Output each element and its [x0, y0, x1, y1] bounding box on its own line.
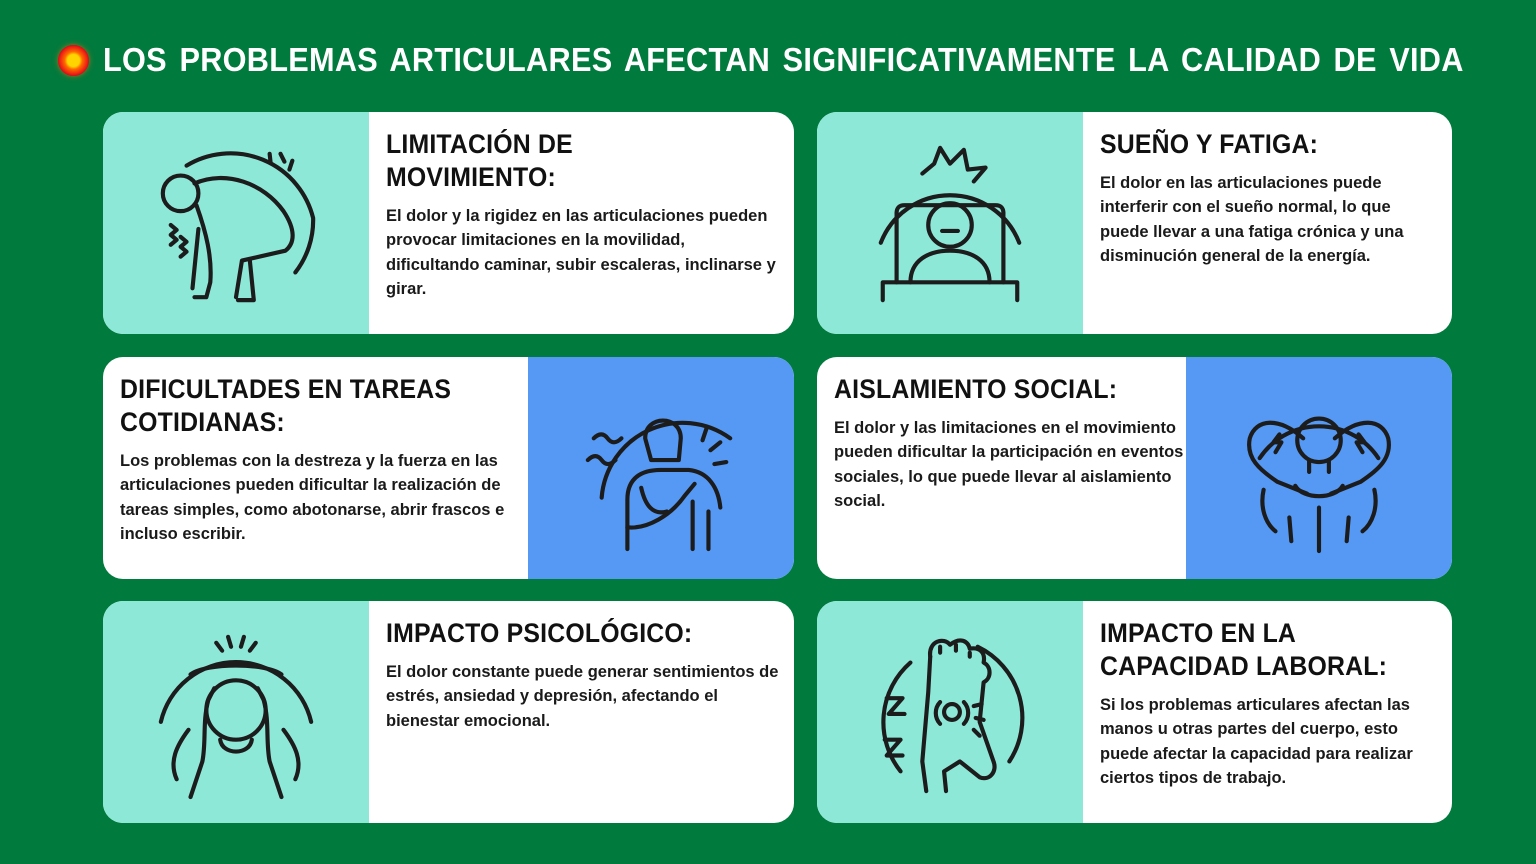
- card-text: [386, 601, 780, 823]
- card-text: [386, 112, 780, 334]
- card-heading: AISLAMIENTO SOCIAL:: [834, 374, 1118, 404]
- card-impacto-psicologico: [103, 601, 794, 823]
- card-body: El dolor y la rigidez en las articulaciones pueden provocar limitaciones en la movilidad, dificultando caminar, subir escaleras, inclinarse y girar.: [386, 207, 776, 299]
- icon-panel: [103, 601, 369, 823]
- card-text: [1100, 601, 1438, 823]
- card-body: Si los problemas articulares afectan las manos u otras partes del cuerpo, esto puede afectar la capacidad para realizar ciertos tipos de trabajo.: [1100, 696, 1413, 788]
- card-body: El dolor constante puede generar sentimientos de estrés, ansiedad y depresión, afectando el bienestar emocional.: [386, 663, 779, 730]
- card-capacidad-laboral: [817, 601, 1452, 823]
- card-limitacion-movimiento: [103, 112, 794, 334]
- card-body: Los problemas con la destreza y la fuerza en las articulaciones pueden dificultar la realización de tareas simples, como abotonarse, abrir frascos e incluso escribir.: [120, 452, 505, 544]
- icon-panel: [1186, 357, 1452, 579]
- page-title: LOS PROBLEMAS ARTICULARES AFECTAN SIGNIFICATIVAMENTE LA CALIDAD DE VIDA: [103, 41, 1464, 78]
- header: [58, 38, 1536, 82]
- card-heading: IMPACTO PSICOLÓGICO:: [386, 618, 693, 648]
- card-heading: DIFICULTADES EN TAREAS COTIDIANAS:: [120, 374, 452, 437]
- card-text: [1100, 112, 1438, 334]
- card-body: El dolor y las limitaciones en el movimiento pueden dificultar la participación en eventos sociales, lo que puede llevar al aislamiento social.: [834, 419, 1184, 511]
- foot-pain-icon: [861, 623, 1039, 801]
- icon-panel: [817, 112, 1083, 334]
- card-sueno-fatiga: [817, 112, 1452, 334]
- sleepless-bed-icon: [861, 134, 1039, 312]
- card-heading: SUEÑO Y FATIGA:: [1100, 129, 1319, 159]
- headache-icon: [147, 623, 325, 801]
- card-body: El dolor en las articulaciones puede interferir con el sueño normal, lo que puede llevar a una fatiga crónica y una disminución general de la energía.: [1100, 174, 1404, 266]
- icon-panel: [528, 357, 794, 579]
- icon-panel: [817, 601, 1083, 823]
- card-dificultades-tareas: [103, 357, 794, 579]
- card-text: [120, 357, 520, 579]
- card-text: [834, 357, 1184, 579]
- shoulder-pain-icon: [572, 379, 750, 557]
- icon-panel: [103, 112, 369, 334]
- card-heading: LIMITACIÓN DE MOVIMIENTO:: [386, 129, 573, 192]
- neck-pain-icon: [1230, 379, 1408, 557]
- back-pain-icon: [147, 134, 325, 312]
- red-circle-bullet-icon: [58, 45, 89, 76]
- card-aislamiento-social: [817, 357, 1452, 579]
- card-heading: IMPACTO EN LA CAPACIDAD LABORAL:: [1100, 618, 1388, 681]
